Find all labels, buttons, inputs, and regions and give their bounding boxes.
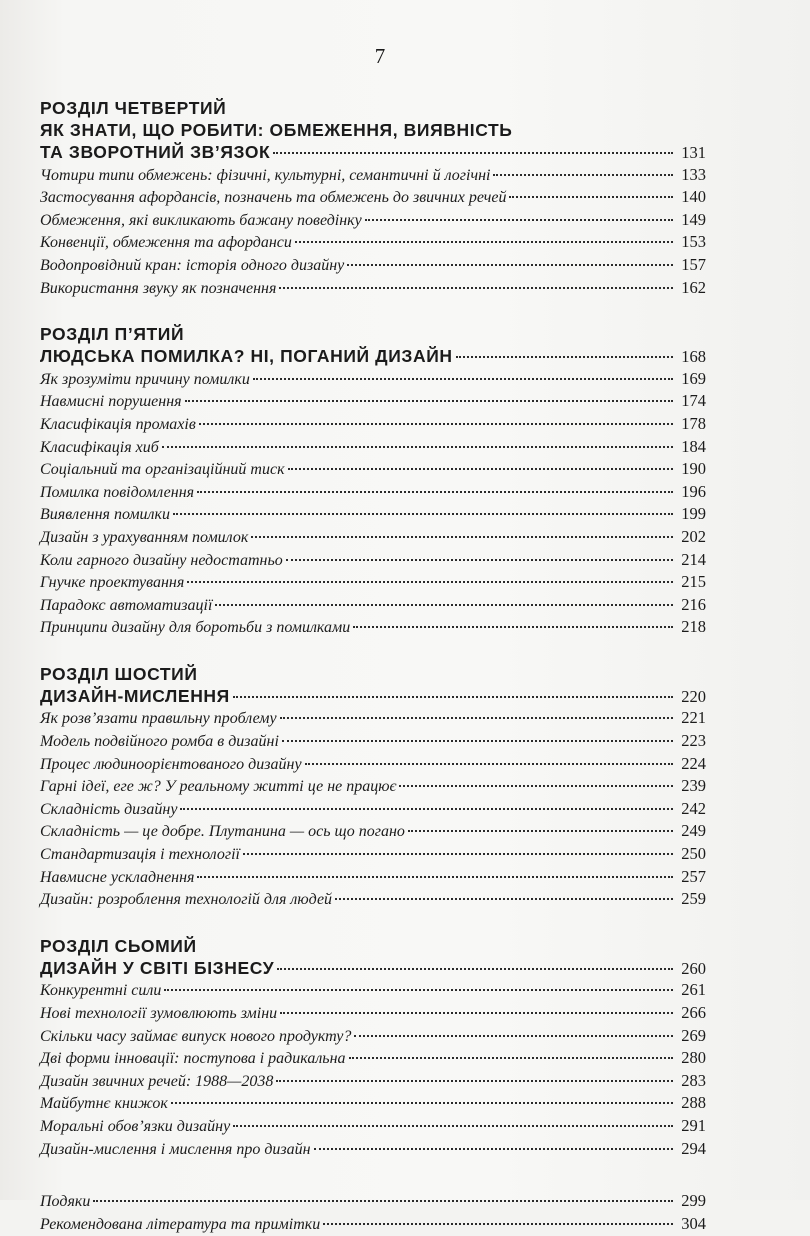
- dot-leader: [280, 1012, 673, 1014]
- toc-entry[interactable]: [40, 413, 706, 436]
- dot-leader: [273, 152, 673, 154]
- dot-leader: [314, 1148, 673, 1150]
- toc-entry[interactable]: [40, 231, 706, 254]
- toc-entry[interactable]: [40, 843, 706, 866]
- dot-leader: [187, 581, 673, 583]
- toc-entry[interactable]: [40, 979, 706, 1002]
- page-ref: 220: [681, 686, 706, 706]
- toc-entry[interactable]: [40, 277, 706, 300]
- dot-leader: [197, 876, 673, 878]
- page-ref: 153: [681, 232, 706, 252]
- dot-leader: [173, 513, 673, 515]
- toc-entry[interactable]: [40, 888, 706, 911]
- page-ref: 199: [681, 504, 706, 524]
- toc-entry-label: Виявлення помилки: [40, 506, 171, 524]
- chapter-five: [40, 323, 706, 639]
- page-number: 7: [374, 44, 386, 68]
- toc-entry-label: Складність дизайну: [40, 800, 178, 818]
- chapter-heading: РОЗДІЛ П’ЯТИЙ: [40, 324, 185, 345]
- page-ref: 140: [681, 187, 706, 207]
- dot-leader: [280, 717, 673, 719]
- chapter-title-row[interactable]: [40, 141, 706, 164]
- toc-entry-label: Навмисні порушення: [40, 393, 182, 411]
- dot-leader: [243, 853, 673, 855]
- dot-leader: [171, 1102, 673, 1104]
- page-ref: 202: [681, 526, 706, 546]
- dot-leader: [456, 356, 673, 358]
- page-ref: 178: [681, 413, 706, 433]
- toc-entry[interactable]: [40, 481, 706, 504]
- toc-entry-label: Дизайн звичних речей: 1988—2038: [40, 1072, 274, 1090]
- toc-entry[interactable]: [40, 820, 706, 843]
- dot-leader: [93, 1200, 673, 1202]
- table-of-contents: [40, 97, 706, 1235]
- toc-entry[interactable]: [40, 1070, 706, 1093]
- toc-entry-label: Класифікація промахів: [40, 415, 196, 433]
- chapter-title-line: ЯК ЗНАТИ, ЩО РОБИТИ: ОБМЕЖЕННЯ, ВИЯВНІСТЬ: [40, 120, 513, 140]
- dot-leader: [349, 1057, 673, 1059]
- toc-entry[interactable]: [40, 458, 706, 481]
- dot-leader: [365, 219, 673, 221]
- toc-entry-label: Соціальний та організаційний тиск: [40, 461, 285, 479]
- toc-entry[interactable]: [40, 549, 706, 572]
- toc-entry[interactable]: [40, 186, 706, 209]
- dot-leader: [323, 1223, 673, 1225]
- toc-entry[interactable]: [40, 1213, 706, 1236]
- page-ref: 299: [681, 1191, 706, 1211]
- toc-entry[interactable]: [40, 254, 706, 277]
- toc-entry-label: Модель подвійного ромба в дизайні: [40, 733, 279, 751]
- toc-entry-label: Дизайн-мислення і мислення про дизайн: [40, 1140, 311, 1158]
- page-ref: 250: [681, 844, 706, 864]
- toc-entry[interactable]: [40, 526, 706, 549]
- page-ref: 214: [681, 549, 706, 569]
- back-matter: [40, 1190, 706, 1235]
- page-ref: 168: [681, 347, 706, 367]
- toc-entry[interactable]: [40, 571, 706, 594]
- toc-entry-label: Використання звуку як позначення: [40, 279, 277, 297]
- dot-leader: [197, 491, 673, 493]
- page-ref: 184: [681, 436, 706, 456]
- toc-entry-label: Коли гарного дизайну недостатньо: [40, 551, 283, 569]
- page-ref: 196: [681, 481, 706, 501]
- toc-entry[interactable]: [40, 798, 706, 821]
- toc-entry[interactable]: [40, 866, 706, 889]
- page-ref: 288: [681, 1093, 706, 1113]
- chapter-heading: РОЗДІЛ ЧЕТВЕРТИЙ: [40, 98, 227, 118]
- dot-leader: [354, 1035, 673, 1037]
- dot-leader: [353, 626, 673, 628]
- toc-entry-label: Подяки: [40, 1193, 91, 1211]
- dot-leader: [279, 287, 673, 289]
- toc-entry[interactable]: [40, 753, 706, 776]
- page-ref: 131: [681, 143, 706, 162]
- toc-entry[interactable]: [40, 1092, 706, 1115]
- dot-leader: [347, 264, 673, 266]
- toc-entry[interactable]: [40, 164, 706, 187]
- toc-entry[interactable]: [40, 594, 706, 617]
- page-ref: 169: [681, 368, 706, 388]
- toc-entry-label: Гнучке проектування: [40, 574, 185, 592]
- toc-entry-label: Нові технології зумовлюють зміни: [40, 1005, 278, 1022]
- page-ref: 149: [681, 209, 706, 229]
- page-ref: 242: [681, 798, 706, 818]
- page-ref: 221: [681, 708, 706, 728]
- section-list: [40, 979, 706, 1160]
- dot-leader: [305, 763, 673, 765]
- dot-leader: [233, 696, 673, 698]
- toc-entry-label: Як розв’язати правильну проблему: [40, 710, 277, 728]
- dot-leader: [251, 536, 673, 538]
- chapter-heading: РОЗДІЛ СЬОМИЙ: [40, 935, 197, 956]
- toc-entry-label: Водопровідний кран: історія одного дизайну: [40, 256, 345, 274]
- dot-leader: [282, 740, 673, 742]
- toc-entry-label: Дизайн: розроблення технологій для людей: [40, 891, 333, 909]
- chapter-title: ТА ЗВОРОТНИЙ ЗВ’ЯЗОК: [40, 142, 271, 162]
- toc-entry[interactable]: [40, 1047, 706, 1070]
- toc-entry-label: Навмисне ускладнення: [40, 868, 195, 886]
- dot-leader: [233, 1125, 673, 1127]
- toc-entry-label: Як зрозуміти причину помилки: [40, 370, 250, 388]
- toc-entry[interactable]: [40, 503, 706, 526]
- toc-entry-label: Помилка повідомлення: [40, 483, 195, 501]
- dot-leader: [295, 241, 673, 243]
- toc-entry-label: Процес людиноорієнтованого дизайну: [40, 755, 302, 773]
- toc-entry[interactable]: [40, 368, 706, 391]
- page-ref: 269: [681, 1025, 706, 1045]
- page-ref: 259: [681, 889, 706, 909]
- chapter-title: ДИЗАЙН У СВІТІ БІЗНЕСУ: [40, 957, 275, 978]
- chapter-seven: [40, 935, 706, 1160]
- toc-entry-label: Складність — це добре. Плутанина — ось що погано: [40, 823, 405, 841]
- page-ref: 294: [681, 1138, 706, 1158]
- page-ref: 216: [681, 594, 706, 614]
- section-list: [40, 368, 706, 639]
- page-ref: 215: [681, 572, 706, 592]
- page-ref: 133: [681, 164, 706, 184]
- dot-leader: [277, 968, 673, 970]
- dot-leader: [408, 830, 673, 832]
- dot-leader: [399, 785, 673, 787]
- page-ref: 162: [681, 277, 706, 297]
- toc-entry[interactable]: [40, 1002, 706, 1025]
- dot-leader: [288, 468, 673, 470]
- chapter-title: ЛЮДСЬКА ПОМИЛКА? НІ, ПОГАНИЙ ДИЗАЙН: [40, 346, 453, 367]
- dot-leader: [162, 446, 673, 448]
- page-ref: 239: [681, 776, 706, 796]
- dot-leader: [509, 196, 673, 198]
- page-ref: 174: [681, 391, 706, 411]
- chapter-six: [40, 663, 706, 911]
- toc-entry[interactable]: [40, 390, 706, 413]
- toc-entry-label: Дві форми інновації: поступова і радикальна: [40, 1050, 346, 1068]
- toc-entry[interactable]: [40, 436, 706, 459]
- chapter-title-row[interactable]: [40, 685, 706, 708]
- section-list: [40, 164, 706, 300]
- toc-entry-label: Конкурентні сили: [40, 982, 162, 1000]
- dot-leader: [286, 559, 673, 561]
- page-ref: 304: [681, 1213, 706, 1233]
- toc-entry[interactable]: [40, 730, 706, 753]
- dot-leader: [164, 989, 673, 991]
- dot-leader: [276, 1080, 673, 1082]
- page-ref: 218: [681, 617, 706, 637]
- toc-entry-label: Гарні ідеї, еге ж? У реальному житті це не працює: [40, 778, 397, 796]
- dot-leader: [253, 378, 673, 380]
- page-ref: 283: [681, 1070, 706, 1090]
- page-ref: 261: [681, 980, 706, 1000]
- toc-entry-label: Принципи дизайну для боротьби з помилками: [40, 619, 351, 637]
- section-list: [40, 707, 706, 910]
- chapter-title-row[interactable]: [40, 957, 706, 980]
- toc-entry[interactable]: [40, 775, 706, 798]
- page-ref: 224: [681, 753, 706, 773]
- toc-entry-label: Парадокс автоматизації: [40, 596, 213, 614]
- toc-entry[interactable]: [40, 707, 706, 730]
- toc-entry-label: Скільки часу займає випуск нового продукту?: [40, 1027, 352, 1045]
- toc-entry-label: Моральні обов’язки дизайну: [40, 1117, 231, 1135]
- chapter-heading: РОЗДІЛ ШОСТИЙ: [40, 663, 198, 684]
- dot-leader: [335, 898, 673, 900]
- page-ref: 260: [681, 958, 706, 978]
- page-ref: 190: [681, 459, 706, 479]
- chapter-title-row[interactable]: [40, 345, 706, 368]
- page-ref: 157: [681, 254, 706, 274]
- toc-entry[interactable]: [40, 209, 706, 232]
- page-ref: 280: [681, 1048, 706, 1068]
- dot-leader: [180, 808, 673, 810]
- toc-entry-label: Чотири типи обмежень: фізичні, культурні, семантичні й логічні: [40, 166, 491, 184]
- toc-entry-label: Рекомендована література та примітки: [40, 1215, 321, 1233]
- chapter-four: [40, 97, 706, 299]
- dot-leader: [215, 604, 673, 606]
- toc-entry[interactable]: [40, 616, 706, 639]
- toc-entry[interactable]: [40, 1138, 706, 1161]
- toc-entry[interactable]: [40, 1025, 706, 1048]
- page-ref: 223: [681, 731, 706, 751]
- dot-leader: [199, 423, 673, 425]
- toc-entry[interactable]: [40, 1115, 706, 1138]
- toc-entry-label: Майбутнє книжок: [40, 1095, 168, 1113]
- toc-entry-label: Обмеження, які викликають бажану поведінку: [40, 211, 362, 229]
- page-ref: 291: [681, 1115, 706, 1135]
- page-ref: 249: [681, 821, 706, 841]
- toc-entry-label: Дизайн з урахуванням помилок: [40, 528, 249, 546]
- chapter-title: ДИЗАЙН-МИСЛЕННЯ: [40, 685, 230, 706]
- toc-entry-label: Конвенції, обмеження та афорданси: [40, 234, 292, 252]
- toc-entry-label: Стандартизація і технології: [40, 846, 240, 864]
- dot-leader: [493, 174, 673, 176]
- page-ref: 266: [681, 1003, 706, 1022]
- toc-entry-label: Класифікація хиб: [40, 438, 159, 456]
- dot-leader: [185, 400, 673, 402]
- toc-entry[interactable]: [40, 1190, 706, 1213]
- page-ref: 257: [681, 866, 706, 886]
- toc-entry-label: Застосування афордансів, позначень та обмежень до звичних речей: [40, 189, 507, 207]
